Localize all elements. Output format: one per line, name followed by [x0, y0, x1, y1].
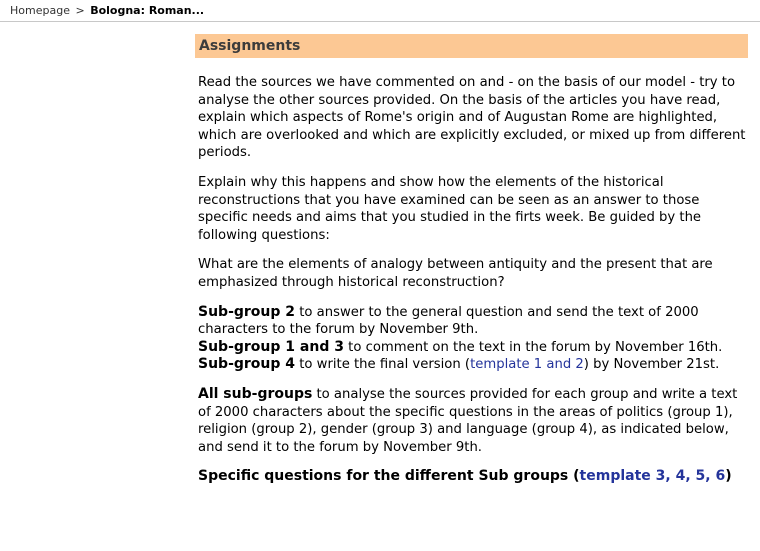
specific-questions-close: ) [725, 468, 732, 485]
paragraph-sources: Read the sources we have commented on and - on the basis of our model - try to analyse the other sources provided. On the basis of the articles you have read, explain which aspects of Rome's origin and of Augustan Rome are highlighted, which are overlooked and which are explicitly excluded, or mixed up from different periods. [198, 75, 746, 161]
section-header [195, 34, 748, 58]
breadcrumb [0, 0, 760, 22]
breadcrumb-separator: > [75, 4, 85, 17]
subgroup-2-text: to answer to the general question and send the text of 2000 characters to the forum by November 9th. [198, 304, 699, 338]
subgroup-4-text-before: to write the final version ( [295, 357, 471, 373]
assignment-body [195, 74, 748, 486]
all-subgroups-label: All sub-groups [198, 385, 313, 402]
subgroup-1-3-label: Sub-group 1 and 3 [198, 338, 344, 355]
subgroup-2-label: Sub-group 2 [198, 303, 296, 320]
subgroup-4-text-after: ) by November 21st. [583, 357, 720, 373]
subgroup-4-label: Sub-group 4 [198, 356, 296, 373]
paragraph-question: What are the elements of analogy between antiquity and the present that are emphasized through historical reconstruction? [198, 257, 713, 290]
all-subgroups-text: to analyse the sources provided for each group and write a text of 2000 characters about the specific questions in the areas of politics (group 1), religion (group 2), gender (group 3) and language (group 4), as indicated below, and send it to the forum by November 9th. [198, 386, 738, 455]
subgroup-instructions [198, 304, 746, 374]
all-subgroups-instructions [198, 386, 746, 456]
subgroup-1-3-text: to comment on the text in the forum by November 16th. [343, 339, 723, 355]
specific-questions-text: Specific questions for the different Sub groups ( [198, 468, 580, 485]
section-title: Assignments [199, 38, 301, 54]
specific-questions [198, 468, 746, 486]
template-1-2-link[interactable]: template 1 and 2 [470, 357, 584, 373]
main-content [195, 34, 748, 486]
template-3-6-link[interactable]: template 3, 4, 5, 6 [579, 468, 726, 485]
paragraph-explain: Explain why this happens and show how the elements of the historical reconstructions that you have examined can be seen as an answer to those specific needs and aims that you studied in the firts week. Be guided by the following questions: [198, 174, 702, 243]
breadcrumb-home-link[interactable]: Homepage [10, 4, 70, 17]
breadcrumb-current: Bologna: Roman... [90, 4, 205, 17]
